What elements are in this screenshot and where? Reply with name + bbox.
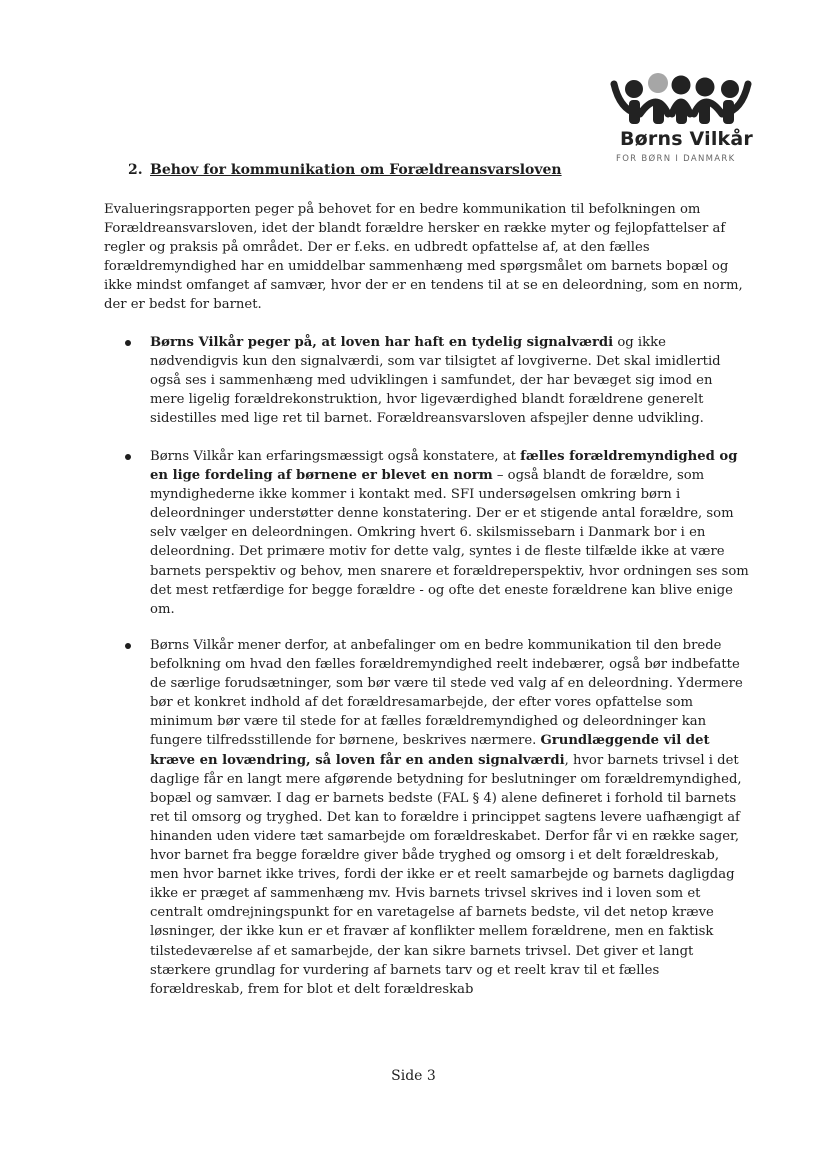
logo-tagline: FOR BØRN I DANMARK bbox=[616, 154, 736, 164]
borns-vilkar-logo bbox=[606, 70, 756, 170]
bullet-dot-icon bbox=[125, 340, 131, 346]
bullet-1-bold-lead: Børns Vilkår peger på, at loven har haft en tydelig signalværdi bbox=[150, 335, 614, 350]
people-logo-icon bbox=[610, 70, 752, 126]
bullet-paragraph-2 bbox=[150, 447, 750, 619]
intro-paragraph: Evalueringsrapporten peger på behovet for en bedre kommunikation til befolkningen om Forældreansvarsloven, idet der blandt forældre hersker en række myter og fejlopfattelser af regler og praksis på området. Der er f.eks. en udbredt opfattelse af, at den fælles forældremyndighed har en umiddelbar sammenhæng med spørgsmålet om barnets bopæl og ikke mindst omfanget af samvær, hvor der er en tendens til at se en deleordning, som en norm, der er bedst for barnet. bbox=[104, 202, 743, 313]
bullet-paragraph-3 bbox=[150, 636, 750, 999]
bullet-2-text-after: – også blandt de forældre, som myndighederne ikke kommer i kontakt med. SFI undersøgelsen omkring børn i deleordninger understøtter denne konstatering. Der er et stigende antal forældre, som selv vælger en deleordningen. Omkring hvert 6. skilsmissebarn i Danmark bor i en deleordning. Det primære motiv for dette valg, syntes i de fleste tilfælde ikke at være barnets perspektiv og behov, men snarere et forældreperspektiv, hvor ordningen ses som det mest retfærdige for begge forældre - og ofte det eneste forældrene kan blive enige om. bbox=[150, 468, 749, 617]
bullet-dot-icon bbox=[125, 454, 131, 460]
section-number: 2. bbox=[128, 162, 143, 178]
bullet-3-text-before: Børns Vilkår mener derfor, at anbefalinger om en bedre kommunikation til den brede befolkning om hvad den fælles forældremyndighed reelt indebærer, også bør indbefatte de særlige forudsætninger, som bør være til stede ved valg af en deleordning. Ydermere bør et konkret indhold af det forældresamarbejde, der efter vores opfattelse som minimum bør være til stede for at fælles forældremyndighed og deleordninger kan fungere tilfredsstillende for børnene, beskrives nærmere. bbox=[150, 638, 743, 749]
logo-name: Børns Vilkår bbox=[620, 128, 753, 150]
bullet-2-text-before: Børns Vilkår kan erfaringsmæssigt også konstatere, at bbox=[150, 449, 521, 464]
bullet-1-text: og ikke nødvendigvis kun den signalværdi, som var tilsigtet af lovgiverne. Det skal imidlertid også ses i sammenhæng med udviklingen i samfundet, der har bevæget sig imod en mere ligelig forældrekonstruktion, hvor ligeværdighed blandt forældrene generelt sidestilles med lige ret til barnet. Forældreansvarsloven afspejler denne udvikling. bbox=[150, 335, 721, 427]
bullet-paragraph-1 bbox=[150, 333, 750, 428]
section-title: Behov for kommunikation om Forældreansvarsloven bbox=[150, 162, 562, 178]
bullet-3-bold: Grundlæggende vil det kræve en lovændring, så loven får en anden signalværdi bbox=[150, 733, 710, 768]
section-heading bbox=[128, 162, 562, 178]
bullet-dot-icon bbox=[125, 643, 131, 649]
bullet-2-bold: fælles forældremyndighed og en lige fordeling af børnene er blevet en norm bbox=[150, 449, 738, 484]
page-number: Side 3 bbox=[391, 1068, 436, 1084]
bullet-3-text-after: , hvor barnets trivsel i det daglige får en langt mere afgørende betydning for beslutninger om forældremyndighed, bopæl og samvær. I dag er barnets bedste (FAL § 4) alene defineret i forhold til barnets ret til omsorg og tryghed. Det kan to forældre i princippet sagtens levere uafhængigt af hinanden uden videre tæt samarbejde om forældreskabet. Derfor får vi en række sager, hvor barnet fra begge forældre giver både tryghed og omsorg i et delt forældreskab, men hvor barnet ikke trives, fordi der ikke er et reelt samarbejde og barnets dagligdag ikke er præget af sammenhæng mv. Hvis barnets trivsel skrives ind i loven som et centralt omdrejningspunkt for en varetagelse af barnets bedste, vil det netop kræve løsninger, der ikke kun er et fravær af konflikter mellem forældrene, men en faktisk tilstedeværelse af et samarbejde, der kan sikre barnets trivsel. Det giver et langt stærkere grundlag for vurdering af barnets tarv og et reelt krav til et fælles forældreskab, frem for blot et delt forældreskab bbox=[150, 752, 742, 997]
